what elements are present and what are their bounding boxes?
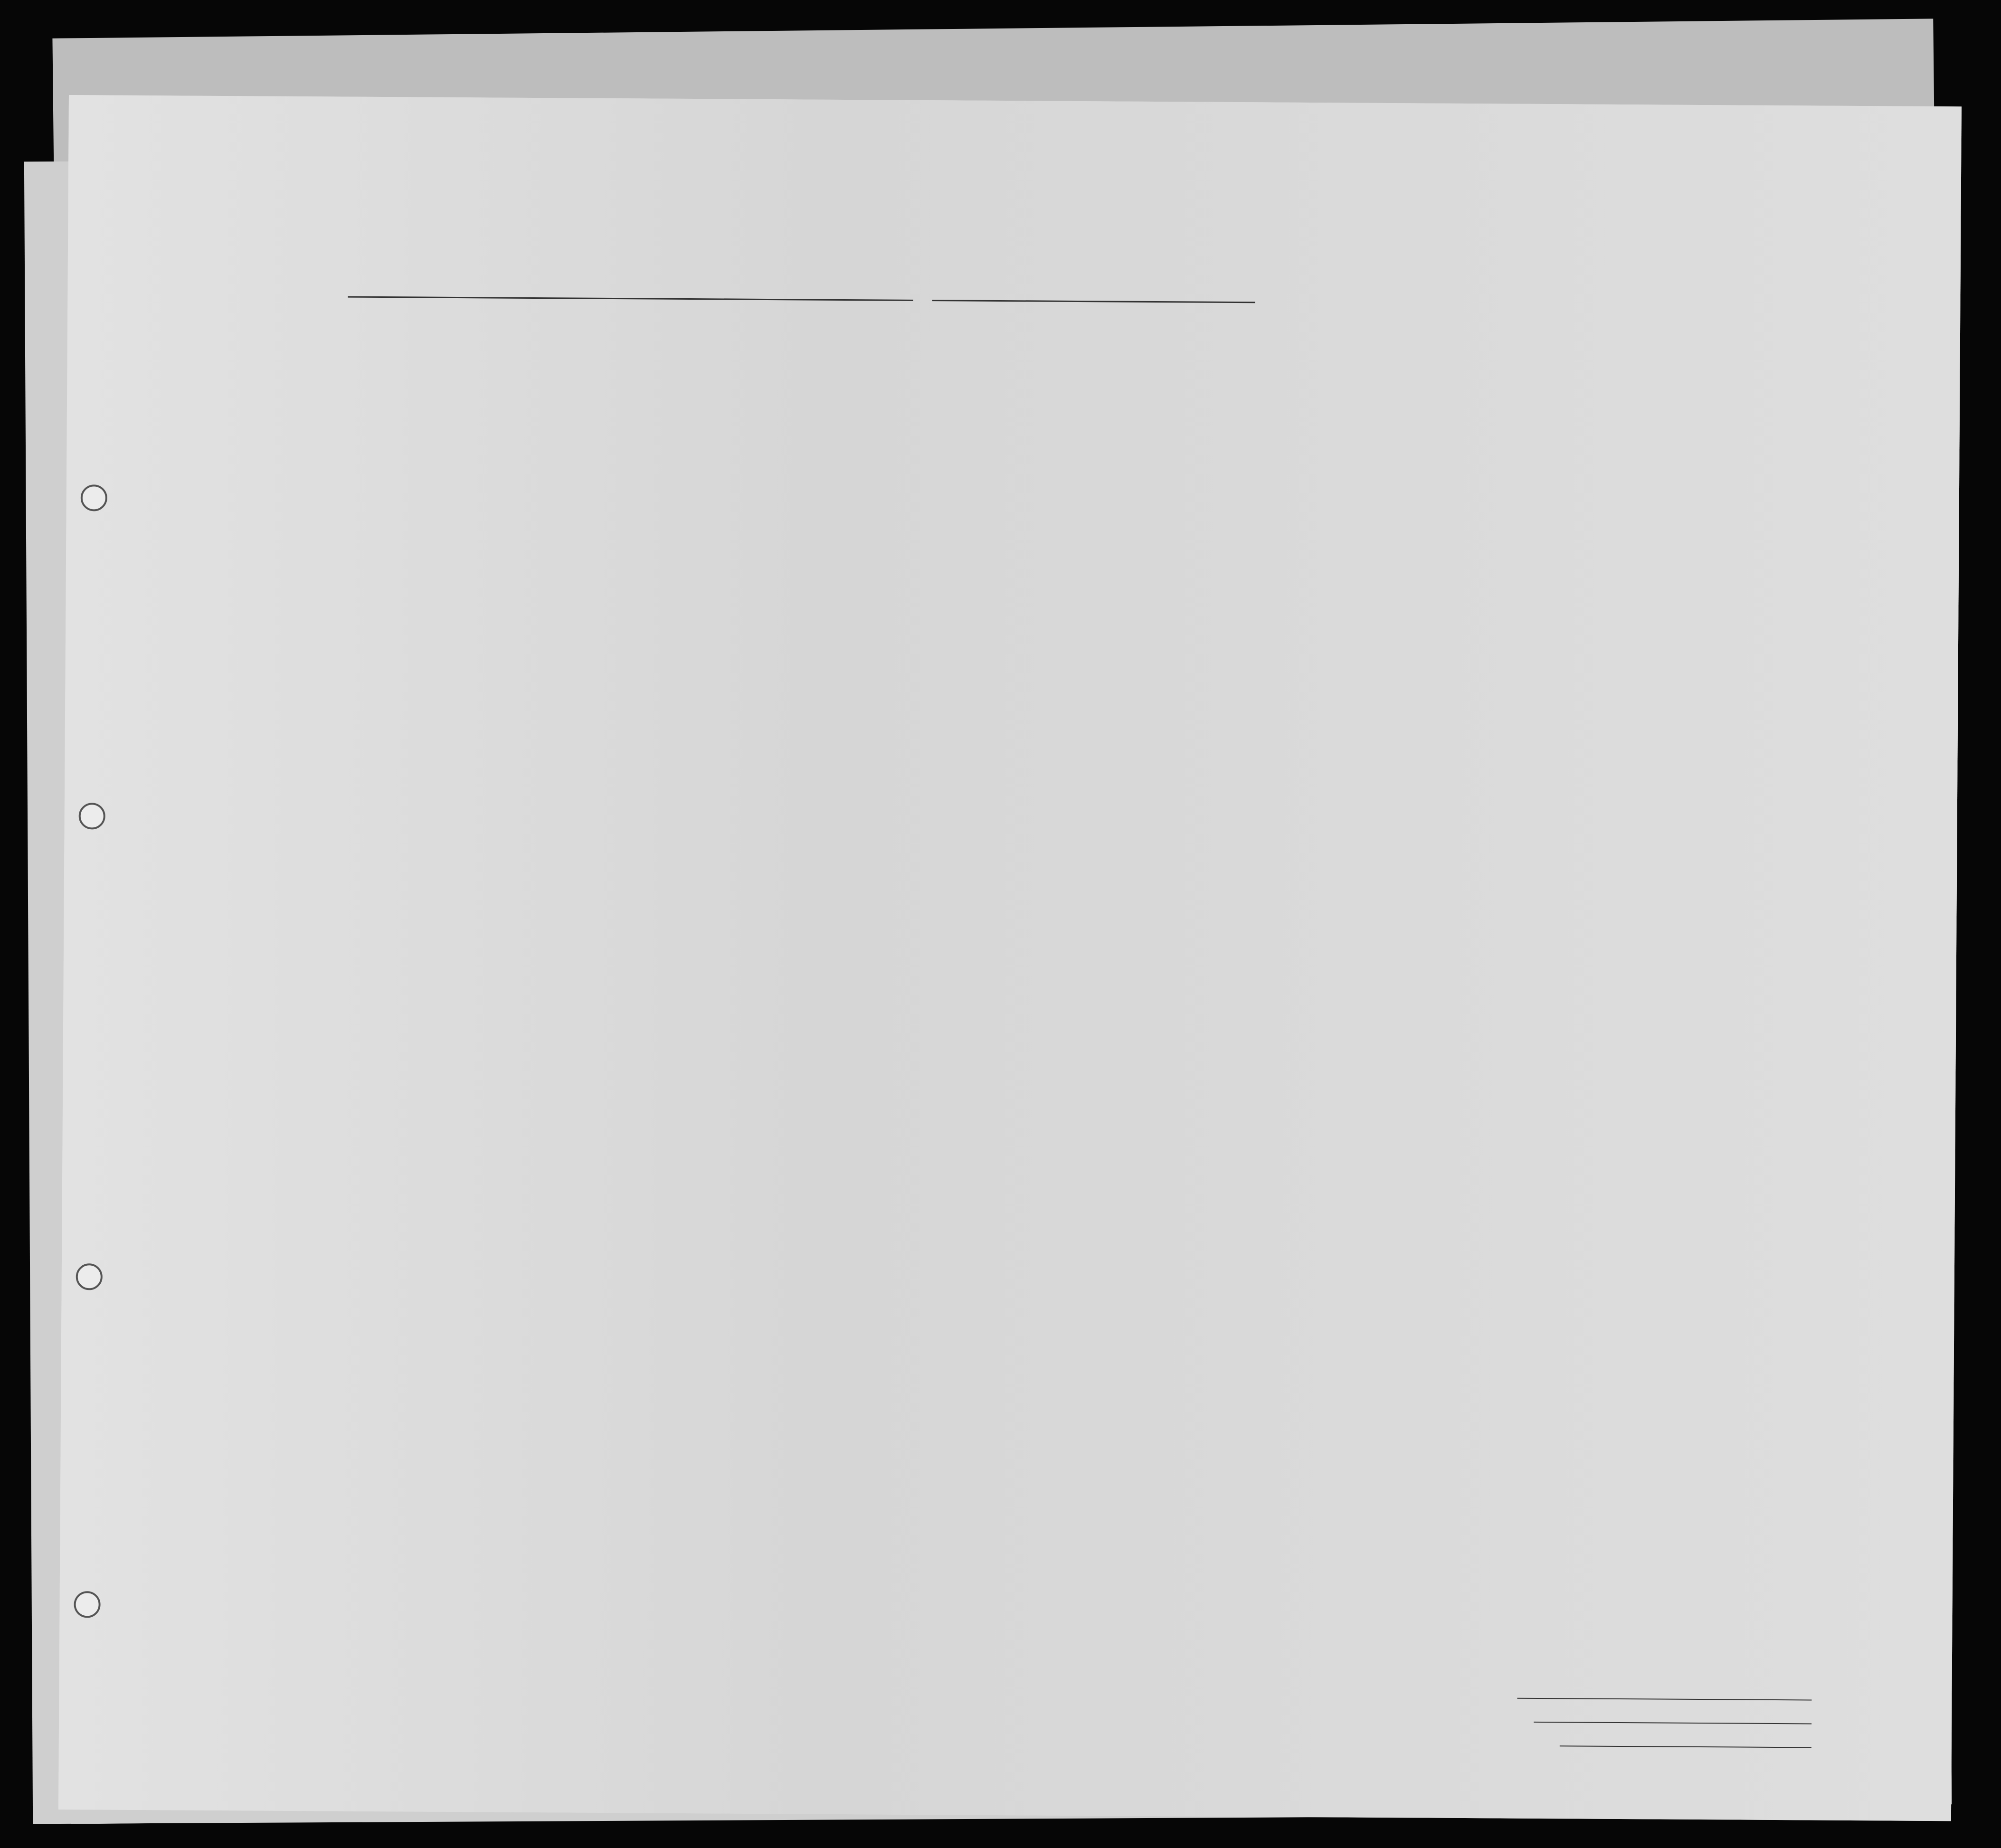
punch-hole bbox=[79, 803, 105, 829]
punch-hole bbox=[74, 1591, 100, 1618]
form-grid bbox=[58, 95, 1962, 1821]
punch-hole bbox=[76, 1263, 103, 1290]
manifest-sheet bbox=[58, 95, 1962, 1821]
punch-hole bbox=[81, 484, 107, 511]
